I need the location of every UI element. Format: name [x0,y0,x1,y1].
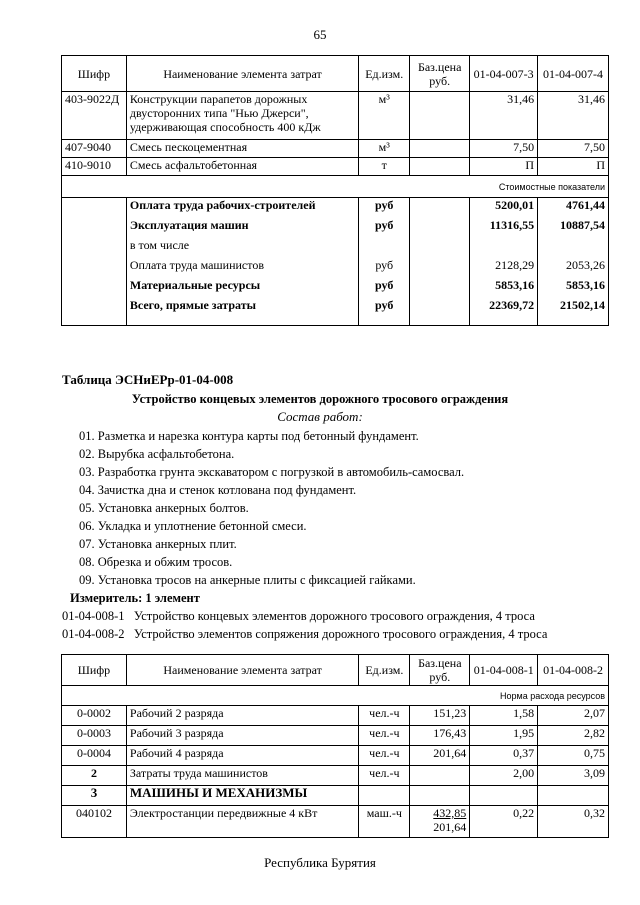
table-row [62,726,609,746]
cost-value-2: 10887,54 [538,218,609,238]
cost-value-1 [470,238,538,258]
cost-unit: руб [359,258,410,278]
cost-name: Эксплуатация машин [126,218,358,238]
row-code: 3 [62,786,127,806]
row-unit: чел.-ч [359,766,410,786]
row-unit: чел.-ч [359,726,410,746]
row-value-1: 0,22 [470,806,538,838]
section-row [62,786,609,806]
table-row [62,706,609,726]
table-row [62,158,609,176]
cost-value-2: 21502,14 [538,298,609,326]
cost-name: Оплата труда машинистов [126,258,358,278]
row-value-1: 31,46 [470,92,538,140]
list-item: 06. Укладка и уплотнение бетонной смеси. [79,519,307,533]
row-value-1 [470,786,538,806]
table-row [62,746,609,766]
row-price: 201,64 [410,746,470,766]
header-price: Баз.цена руб. [410,56,470,92]
row-value-2: 2,07 [538,706,609,726]
cost-row [62,238,609,258]
row-name: Конструкции парапетов дорожных двусторонних типа "Нью Джерси", удерживающая способность 400 кДж [126,92,358,140]
row-unit: чел.-ч [359,706,410,726]
cost-value-2: 2053,26 [538,258,609,278]
table-row [62,92,609,140]
row-code: 040102 [62,806,127,838]
row-price: 151,23 [410,706,470,726]
list-item: 02. Вырубка асфальтобетона. [79,447,235,461]
row-price [410,140,470,158]
row-price [410,158,470,176]
item-list [62,607,547,643]
row-unit: чел.-ч [359,746,410,766]
works-list [79,427,464,589]
list-item: 03. Разработка грунта экскаватором с погрузкой в автомобиль-самосвал. [79,465,465,479]
row-unit: м³ [359,140,410,158]
section-row [62,686,609,706]
item-code: 01-04-008-1 [62,609,125,623]
list-item: 09. Установка тросов на анкерные плиты с фиксацией гайками. [79,573,416,587]
cost-row [62,198,609,218]
list-item [62,607,547,625]
item-text: Устройство элементов сопряжения дорожного тросового ограждения, 4 троса [133,627,548,641]
row-value-1: 1,58 [470,706,538,726]
row-value-2: П [538,158,609,176]
cost-row [62,298,609,326]
table-row [62,766,609,786]
price-main: 432,85 [433,806,467,820]
row-code: 0-0002 [62,706,127,726]
section-label: Стоимостные показатели [62,176,609,198]
row-value-1: 1,95 [470,726,538,746]
row-name: Затраты труда машинистов [126,766,358,786]
resources-table-2 [61,654,609,838]
row-code: 407-9040 [62,140,127,158]
list-item: 01. Разметка и нарезка контура карты под бетонный фундамент. [79,429,419,443]
list-item: 07. Установка анкерных плит. [79,537,237,551]
measure: Измеритель: 1 элемент [70,591,200,605]
cost-unit: руб [359,278,410,298]
row-value-2: 0,75 [538,746,609,766]
section-row [62,176,609,198]
cost-row [62,278,609,298]
cost-name: в том числе [126,238,358,258]
header-col2: 01-04-008-2 [538,655,609,686]
row-code: 403-9022Д [62,92,127,140]
header-col2: 01-04-007-4 [538,56,609,92]
table-row [62,140,609,158]
header-col1: 01-04-007-3 [470,56,538,92]
row-value-1: 0,37 [470,746,538,766]
row-value-2: 3,09 [538,766,609,786]
item-code: 01-04-008-2 [62,627,125,641]
cost-value-1: 11316,55 [470,218,538,238]
cost-name: Материальные ресурсы [126,278,358,298]
cost-value-2 [538,238,609,258]
table-row [62,806,609,838]
header-name: Наименование элемента затрат [126,655,358,686]
row-code: 410-9010 [62,158,127,176]
cost-value-2: 4761,44 [538,198,609,218]
row-value-1: 7,50 [470,140,538,158]
header-unit: Ед.изм. [359,655,410,686]
footer: Республика Бурятия [264,855,376,870]
cost-name: Оплата труда рабочих-строителей [126,198,358,218]
row-code: 2 [62,766,127,786]
row-unit: т [359,158,410,176]
table-subtitle: Устройство концевых элементов дорожного тросового ограждения [131,392,509,406]
table-header [62,56,609,92]
row-name: Рабочий 4 разряда [126,746,358,766]
table-header [62,655,609,686]
row-name: Электростанции передвижные 4 кВт [126,806,358,838]
row-price [410,766,470,786]
cost-name: Всего, прямые затраты [126,298,358,326]
row-value-2: 0,32 [538,806,609,838]
row-value-2: 31,46 [538,92,609,140]
row-code: 0-0003 [62,726,127,746]
header-unit: Ед.изм. [359,56,410,92]
cost-unit: руб [359,218,410,238]
header-price: Баз.цена руб. [410,655,470,686]
table-title: Таблица ЭСНиЕРр-01-04-008 [62,372,234,387]
row-price [410,806,470,838]
list-item [62,625,547,643]
list-item: 04. Зачистка дна и стенок котлована под фундамент. [79,483,357,497]
row-unit: м³ [359,92,410,140]
row-value-2: 2,82 [538,726,609,746]
row-value-2: 7,50 [538,140,609,158]
row-value-2 [538,786,609,806]
list-item: 08. Обрезка и обжим тросов. [79,555,233,569]
row-price [410,786,470,806]
cost-value-1: 5200,01 [470,198,538,218]
header-name: Наименование элемента затрат [126,56,358,92]
item-text: Устройство концевых элементов дорожного тросового ограждения, 4 троса [133,609,535,623]
row-unit [359,786,410,806]
list-item: 05. Установка анкерных болтов. [79,501,249,515]
row-value-1: П [470,158,538,176]
row-name: Смесь пескоцементная [126,140,358,158]
row-name: Рабочий 2 разряда [126,706,358,726]
row-unit: маш.-ч [359,806,410,838]
cost-value-1: 5853,16 [470,278,538,298]
row-name: Рабочий 3 разряда [126,726,358,746]
cost-value-2: 5853,16 [538,278,609,298]
row-name: МАШИНЫ И МЕХАНИЗМЫ [126,786,358,806]
resources-table-1 [61,55,609,326]
price-secondary: 201,64 [433,820,467,834]
row-name: Смесь асфальтобетонная [126,158,358,176]
works-title: Состав работ: [277,409,363,424]
cost-value-1: 2128,29 [470,258,538,278]
header-col1: 01-04-008-1 [470,655,538,686]
cost-unit [359,238,410,258]
cost-value-1: 22369,72 [470,298,538,326]
section-label: Норма расхода ресурсов [62,686,609,706]
cost-unit: руб [359,298,410,326]
page-number: 65 [313,27,327,42]
header-code: Шифр [62,655,127,686]
header-code: Шифр [62,56,127,92]
row-price [410,92,470,140]
cost-unit: руб [359,198,410,218]
row-value-1: 2,00 [470,766,538,786]
row-code: 0-0004 [62,746,127,766]
cost-row [62,258,609,278]
cost-row [62,218,609,238]
row-price: 176,43 [410,726,470,746]
